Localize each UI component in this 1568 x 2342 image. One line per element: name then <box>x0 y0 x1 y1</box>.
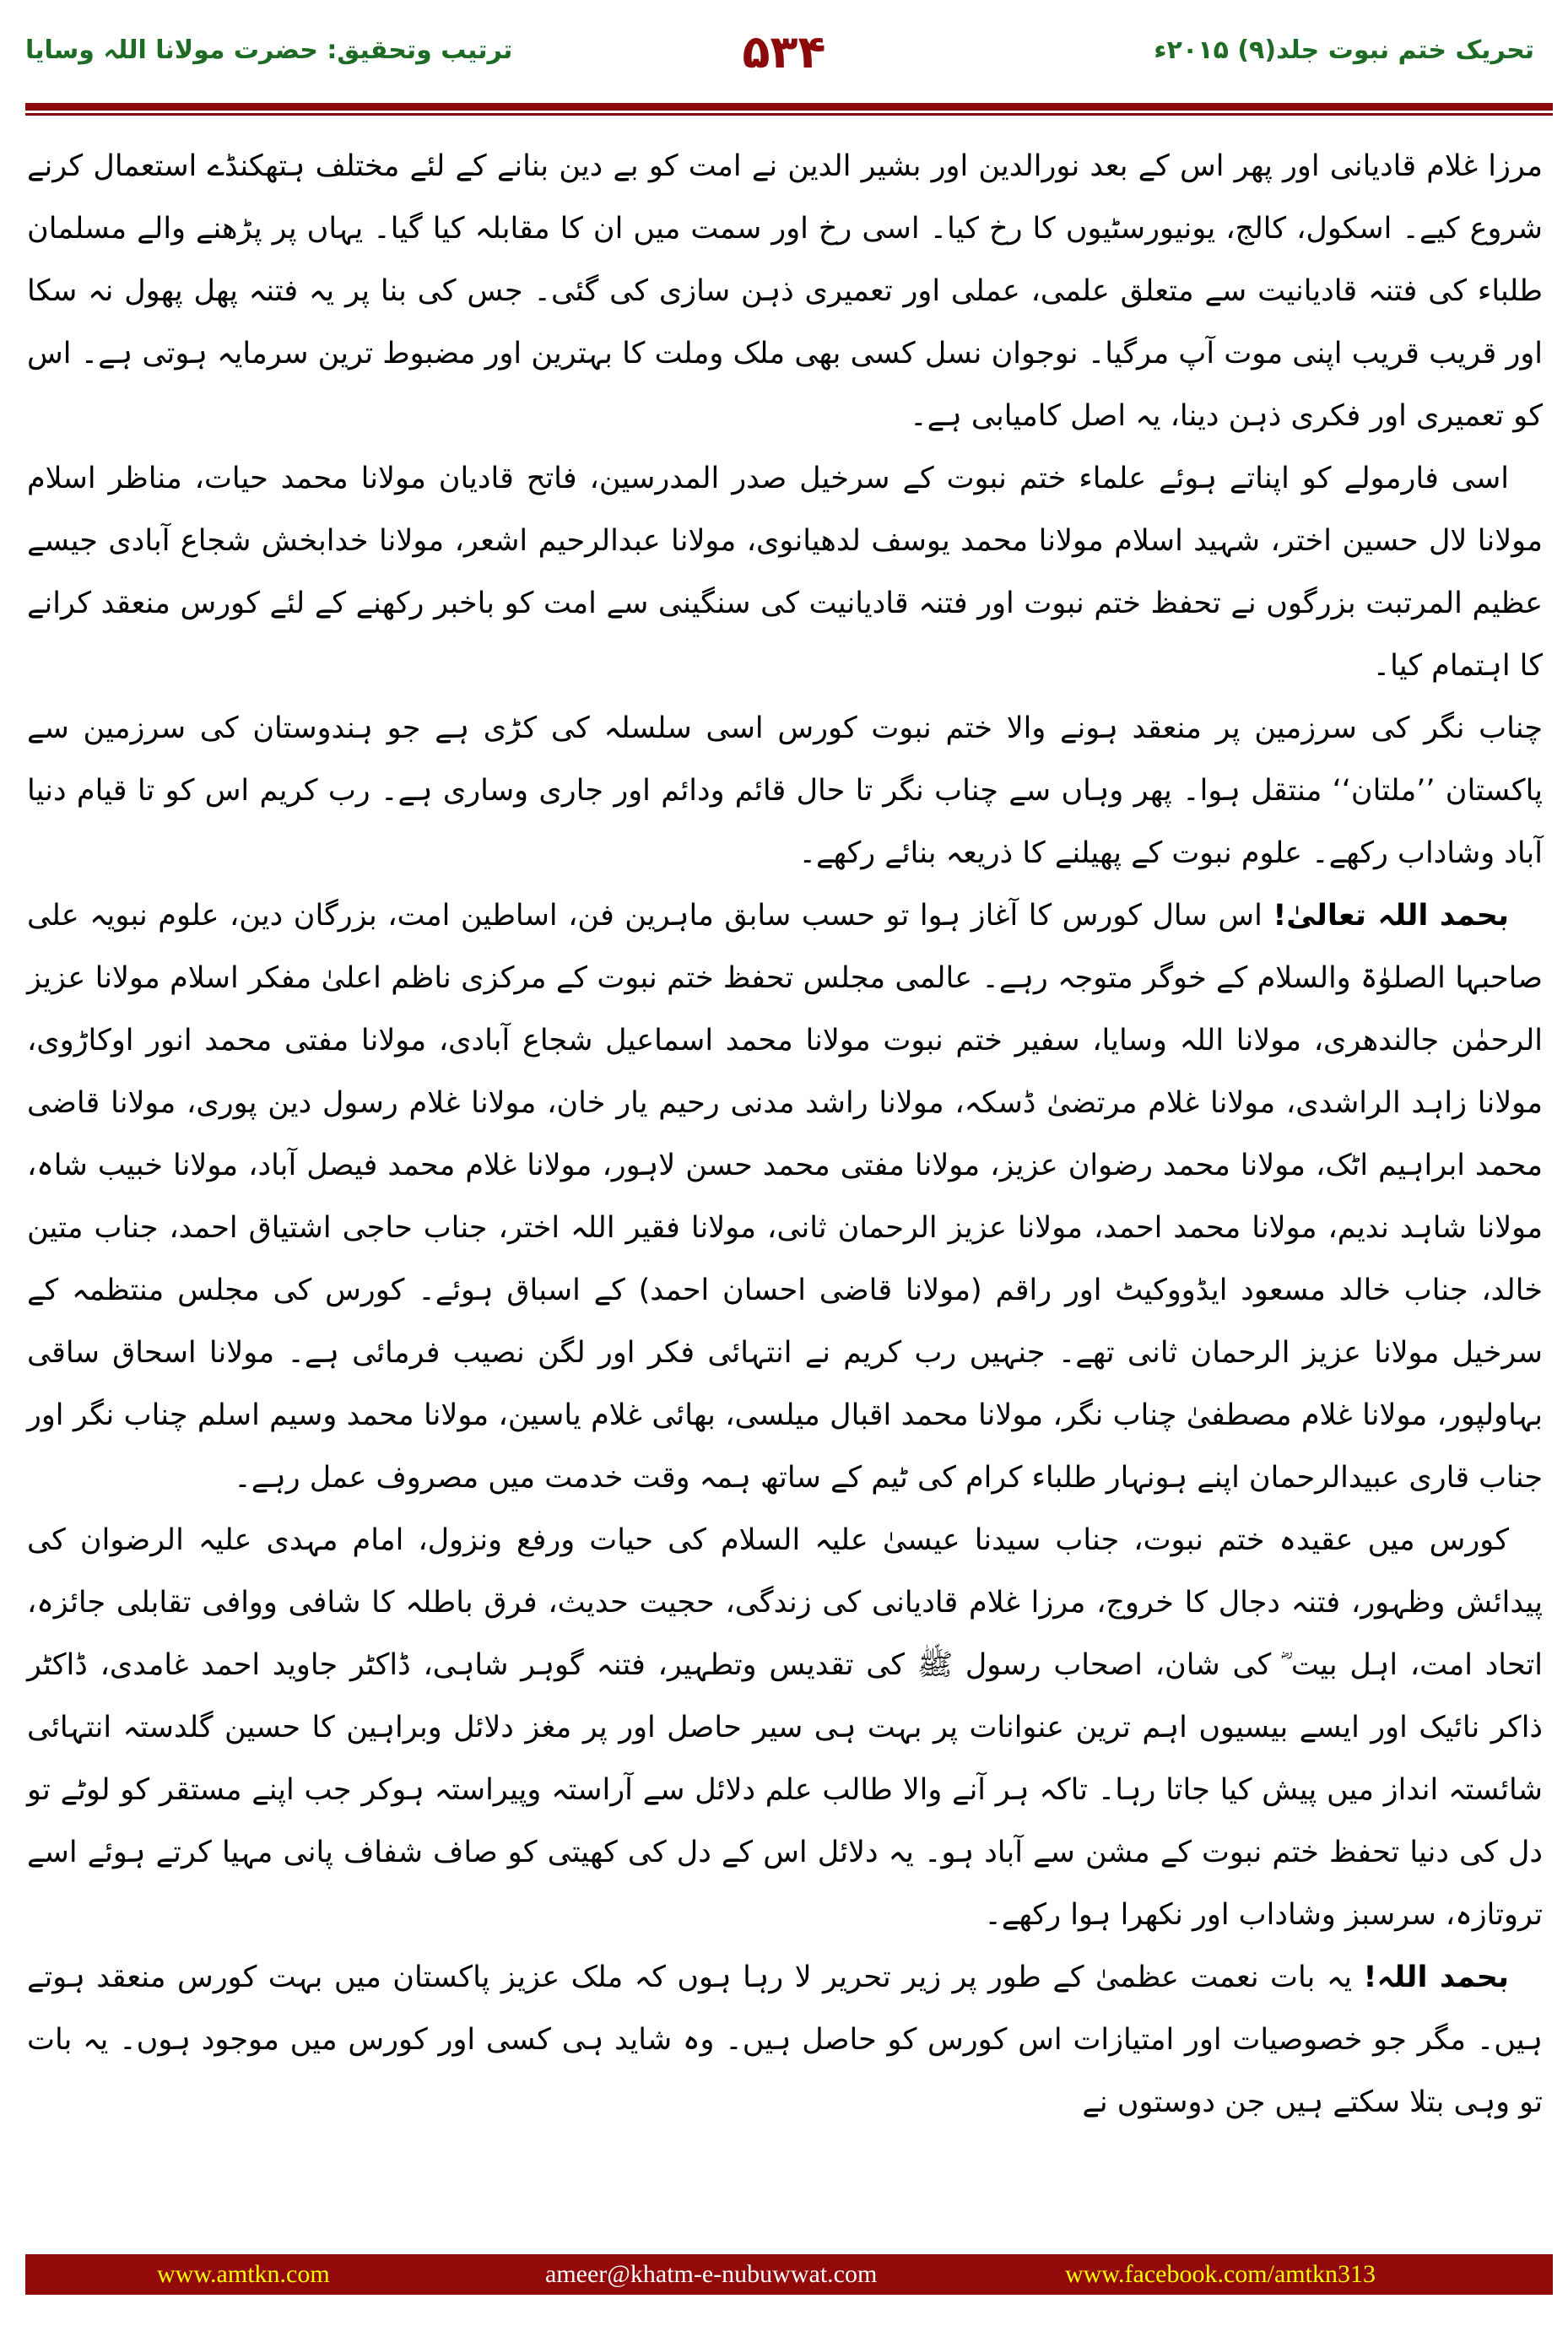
header-rule-thick <box>25 103 1553 111</box>
book-title: تحریک ختم نبوت جلد(۹) ۲۰۱۵ء <box>1154 35 1534 65</box>
paragraph-4-text: اس سال کورس کا آغاز ہوا تو حسب سابق ماہرین فن، اساطین امت، بزرگان دین، علوم نبویہ علی صاحبہا الصلوٰۃ والسلام کے خوگر متوجہ رہے۔ عالمی مجلس تحفظ ختم نبوت کے مرکزی ناظم اعلیٰ مفکر اسلام مولانا عزیز الرحمٰن جالندھری، مولانا اللہ وسایا، سفیر ختم نبوت مولانا محمد اسماعیل شجاع آبادی، مولانا مفتی محمد انور اوکاڑوی، مولانا زاہد الراشدی، مولانا غلام مرتضیٰ ڈسکہ، مولانا راشد مدنی رحیم یار خان، مولانا غلام رسول دین پوری، مولانا قاضی محمد ابراہیم اٹک، مولانا محمد رضوان عزیز، مولانا مفتی محمد حسن لاہور، مولانا غلام محمد فیصل آباد، مولانا خبیب شاہ، مولانا شاہد ندیم، مولانا محمد احمد، مولانا عزیز الرحمان ثانی، مولانا فقیر اللہ اختر، جناب حاجی اشتیاق احمد، جناب متین خالد، جناب خالد مسعود ایڈووکیٹ اور راقم (مولانا قاضی احسان احمد) کے اسباق ہوئے۔ کورس کی مجلس منتظمہ کے سرخیل مولانا عزیز الرحمان ثانی تھے۔ جنہیں رب کریم نے انتہائی فکر اور لگن نصیب فرمائی ہے۔ مولانا اسحاق ساقی بہاولپور، مولانا غلام مصطفیٰ چناب نگر، مولانا محمد اقبال میلسی، بھائی غلام یاسین، مولانا محمد وسیم اسلم چناب نگر اور جناب قاری عبیدالرحمان اپنے ہونہار طلباء کرام کی ٹیم کے ساتھ ہمہ وقت خدمت میں مصروف عمل رہے۔ <box>27 899 1543 1495</box>
header-rule-thin <box>25 113 1553 116</box>
page-footer <box>25 2254 1553 2295</box>
paragraph-4-lead: بحمد اللہ تعالیٰ! <box>1273 899 1509 933</box>
paragraph-1: مرزا غلام قادیانی اور پھر اس کے بعد نورالدین اور بشیر الدین نے امت کو بے دین بنانے کے لئے مختلف ہتھکنڈے استعمال کرنے شروع کیے۔ اسکول، کالج، یونیورسٹیوں کا رخ کیا۔ اسی رخ اور سمت میں ان کا مقابلہ کیا گیا۔ یہاں پر پڑھنے والے مسلمان طلباء کی فتنہ قادیانیت سے متعلق علمی، عملی اور تعمیری ذہن سازی کی گئی۔ جس کی بنا پر یہ فتنہ پھل پھول نہ سکا اور قریب قریب اپنی موت آپ مرگیا۔ نوجوان نسل کسی بھی ملک وملت کا بہترین اور مضبوط ترین سرمایہ ہوتی ہے۔ اس کو تعمیری اور فکری ذہن دینا، یہ اصل کامیابی ہے۔ <box>27 149 1543 433</box>
website-link[interactable]: www.amtkn.com <box>157 2260 330 2288</box>
page-body <box>27 135 1543 2134</box>
paragraph-6 <box>27 1946 1543 2134</box>
compiler-credit: ترتیب وتحقیق: حضرت مولانا اللہ وسایا <box>25 35 513 65</box>
paragraph-2: اسی فارمولے کو اپناتے ہوئے علماء ختم نبوت کے سرخیل صدر المدرسین، فاتح قادیان مولانا محمد حیات، مناظر اسلام مولانا لال حسین اختر، شہید اسلام مولانا محمد یوسف لدھیانوی، مولانا عبدالرحیم اشعر، مولانا خدابخش شجاع آبادی جیسے عظیم المرتبت بزرگوں نے تحفظ ختم نبوت اور فتنہ قادیانیت کی سنگینی سے امت کو باخبر رکھنے کے لئے کورس منعقد کرانے کا اہتمام کیا۔ <box>27 462 1543 683</box>
paragraph-6-text: یہ بات نعمت عظمیٰ کے طور پر زیر تحریر لا رہا ہوں کہ ملک عزیز پاکستان میں بہت کورس منعقد ہوتے ہیں۔ مگر جو خصوصیات اور امتیازات اس کورس کو حاصل ہیں۔ وہ شاید ہی کسی اور کورس میں موجود ہوں۔ یہ بات تو وہی بتلا سکتے ہیں جن دوستوں نے <box>27 1961 1543 2119</box>
paragraph-4 <box>27 884 1543 1509</box>
facebook-link[interactable]: www.facebook.com/amtkn313 <box>1065 2260 1376 2288</box>
paragraph-3: چناب نگر کی سرزمین پر منعقد ہونے والا ختم نبوت کورس اسی سلسلہ کی کڑی ہے جو ہندوستان کی سرزمین سے پاکستان ’’ملتان‘‘ منتقل ہوا۔ پھر وہاں سے چناب نگر تا حال قائم ودائم اور جاری وساری ہے۔ رب کریم اس کو تا قیام دنیا آباد وشاداب رکھے۔ علوم نبوت کے پھیلنے کا ذریعہ بنائے رکھے۔ <box>27 711 1543 870</box>
page-number: ۵۳۴ <box>742 25 826 78</box>
email-link[interactable]: ameer@khatm-e-nubuwwat.com <box>545 2260 878 2288</box>
paragraph-6-lead: بحمد اللہ! <box>1363 1961 1509 1994</box>
page-header <box>0 17 1568 101</box>
paragraph-5: کورس میں عقیدہ ختم نبوت، جناب سیدنا عیسیٰ علیہ السلام کی حیات ورفع ونزول، امام مہدی علیہ الرضوان کی پیدائش وظہور، فتنہ دجال کا خروج، مرزا غلام قادیانی کی زندگی، حجیت حدیث، فرق باطلہ کا شافی ووافی تقابلی جائزہ، اتحاد امت، اہل بیت ؓ کی شان، اصحاب رسول ﷺ کی تقدیس وتطہیر، فتنہ گوہر شاہی، ڈاکٹر جاوید احمد غامدی، ڈاکٹر ذاکر نائیک اور ایسے بیسیوں اہم ترین عنوانات پر بہت ہی سیر حاصل اور پر مغز دلائل وبراہین کا حسین گلدستہ انتہائی شائستہ انداز میں پیش کیا جاتا رہا۔ تاکہ ہر آنے والا طالب علم دلائل سے آراستہ وپیراستہ ہوکر جب اپنے مستقر کو لوٹے تو دل کی دنیا تحفظ ختم نبوت کے مشن سے آباد ہو۔ یہ دلائل اس کے دل کی کھیتی کو صاف شفاف پانی مہیا کرتے ہوئے اسے تروتازہ، سرسبز وشاداب اور نکھرا ہوا رکھے۔ <box>27 1523 1543 1932</box>
